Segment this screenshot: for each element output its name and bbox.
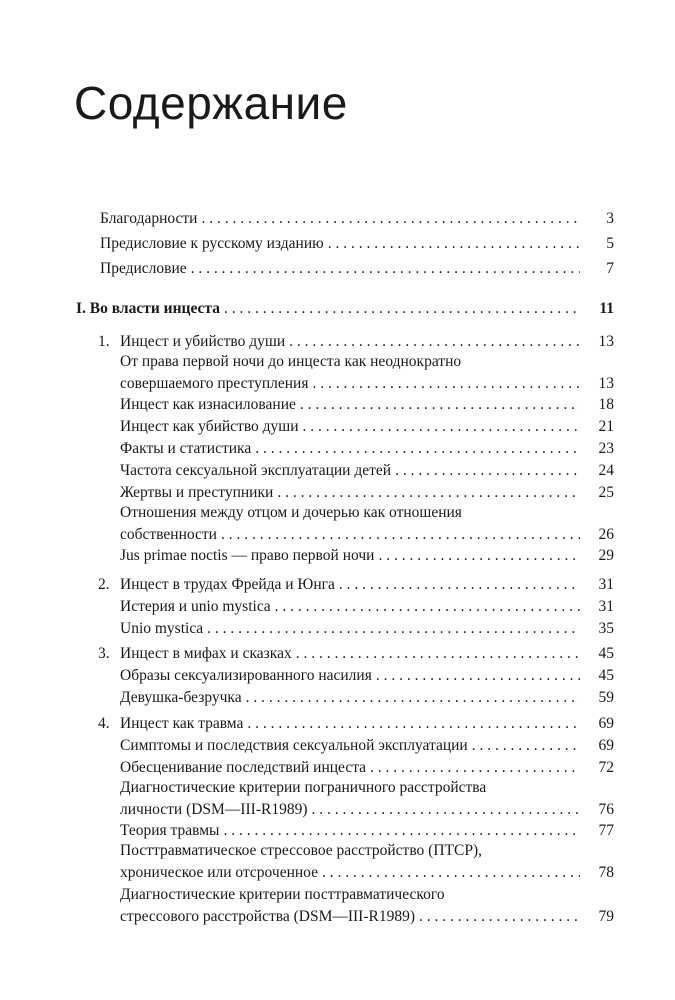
toc-entry-section[interactable]: [120, 618, 614, 640]
entry-page: 13: [598, 375, 614, 392]
entry-label: Обесценивание последствий инцеста: [120, 759, 367, 776]
page-title: Содержание: [74, 77, 348, 129]
entry-page: 35: [598, 620, 614, 637]
entry-label: личности (DSM—III-R1989): [120, 801, 308, 818]
entry-label: совершаемого преступления: [120, 375, 309, 392]
toc-entry-preface[interactable]: [100, 258, 614, 280]
entry-page: 21: [598, 418, 614, 435]
leader-dots: [277, 482, 580, 504]
leader-dots: [328, 233, 580, 255]
leader-dots: [419, 906, 580, 928]
entry-page: 59: [598, 689, 614, 706]
entry-page: 76: [598, 801, 614, 818]
entry-label-line1: Диагностические критерии пограничного расстройства: [120, 779, 487, 796]
entry-label: собственности: [120, 526, 217, 543]
entry-label: хроническое или отсроченное: [120, 864, 318, 881]
entry-label: Факты и статистика: [120, 440, 252, 457]
entry-label: Инцест как убийство души: [120, 418, 299, 435]
entry-label: Истерия и unio mystica: [120, 598, 271, 615]
chapter-number: 4.: [98, 715, 110, 732]
entry-page: 18: [598, 396, 614, 413]
entry-label: Инцест как травма: [120, 715, 244, 732]
leader-dots: [472, 735, 580, 757]
entry-page: 72: [598, 759, 614, 776]
entry-label: Инцест как изнасилование: [120, 396, 296, 413]
toc-entry-part-1[interactable]: [76, 298, 614, 320]
toc-entry-section[interactable]: [120, 596, 614, 618]
toc-entry-section[interactable]: [120, 884, 614, 928]
entry-page: 25: [598, 484, 614, 501]
leader-dots: [247, 713, 580, 735]
entry-label: Девушка-безручка: [120, 689, 242, 706]
entry-page: 26: [598, 526, 614, 543]
entry-page: 24: [598, 462, 614, 479]
toc-entry-preface-russian[interactable]: [100, 233, 614, 255]
leader-dots: [312, 373, 580, 395]
chapter-number: 3.: [98, 645, 110, 662]
entry-label: I. Во власти инцеста: [76, 300, 220, 317]
entry-label: Предисловие к русскому изданию: [100, 235, 324, 252]
toc-entry-section[interactable]: [120, 777, 614, 821]
leader-dots: [311, 799, 580, 821]
entry-page: 11: [599, 300, 614, 317]
leader-dots: [191, 258, 580, 280]
toc-entry-section[interactable]: [120, 665, 614, 687]
leader-dots: [207, 618, 580, 640]
leader-dots: [289, 331, 580, 353]
toc-entry-section[interactable]: [120, 820, 614, 842]
entry-label: Теория травмы: [120, 822, 220, 839]
leader-dots: [296, 643, 580, 665]
leader-dots: [201, 208, 580, 230]
entry-page: 13: [598, 333, 614, 350]
entry-label-line1: Посттравматическое стрессовое расстройство (ПТСР),: [120, 842, 482, 859]
entry-page: 79: [598, 908, 614, 925]
entry-page: 5: [606, 235, 614, 252]
entry-label: стрессового расстройства (DSM—III-R1989): [120, 908, 415, 925]
entry-label: Образы сексуализированного насилия: [120, 667, 372, 684]
leader-dots: [223, 820, 580, 842]
toc-entry-section[interactable]: [120, 438, 614, 460]
leader-dots: [378, 545, 580, 567]
entry-page: 29: [598, 547, 614, 564]
entry-page: 45: [598, 667, 614, 684]
entry-label: Благодарности: [100, 210, 198, 227]
entry-label: Симптомы и последствия сексуальной эксплуатации: [120, 737, 468, 754]
leader-dots: [370, 757, 580, 779]
entry-label: Предисловие: [100, 260, 187, 277]
chapter-number: 1.: [98, 333, 110, 350]
toc-entry-section[interactable]: [120, 687, 614, 709]
toc-entry-chapter-4[interactable]: [98, 713, 614, 735]
chapter-number: 2.: [98, 576, 110, 593]
toc-entry-section[interactable]: [120, 502, 614, 546]
leader-dots: [255, 438, 580, 460]
entry-page: 7: [606, 260, 614, 277]
entry-label: Unio mystica: [120, 620, 204, 637]
leader-dots: [221, 524, 580, 546]
entry-page: 23: [598, 440, 614, 457]
entry-label: Jus primae noctis — право первой ночи: [120, 547, 375, 564]
leader-dots: [339, 574, 580, 596]
leader-dots: [224, 298, 580, 320]
entry-label-line1: Диагностические критерии посттравматического: [120, 886, 445, 903]
entry-label: Частота сексуальной эксплуатации детей: [120, 462, 392, 479]
leader-dots: [395, 460, 580, 482]
toc-entry-chapter-2[interactable]: [98, 574, 614, 596]
leader-dots: [275, 596, 580, 618]
entry-label: Жертвы и преступники: [120, 484, 274, 501]
leader-dots: [246, 687, 580, 709]
toc-entry-chapter-1[interactable]: [98, 331, 614, 353]
toc-entry-acknowledgements[interactable]: [100, 208, 614, 230]
toc-entry-chapter-3[interactable]: [98, 643, 614, 665]
toc-entry-section[interactable]: [120, 351, 614, 395]
entry-label: Инцест в мифах и сказках: [120, 645, 292, 662]
entry-label: Инцест и убийство души: [120, 333, 286, 350]
toc-entry-section[interactable]: [120, 460, 614, 482]
entry-page: 78: [598, 864, 614, 881]
entry-page: 3: [606, 210, 614, 227]
leader-dots: [303, 416, 580, 438]
toc-entry-section[interactable]: [120, 735, 614, 757]
leader-dots: [376, 665, 580, 687]
entry-page: 31: [598, 598, 614, 615]
entry-page: 77: [598, 822, 614, 839]
toc-entry-section[interactable]: [120, 757, 614, 779]
entry-page: 69: [598, 737, 614, 754]
entry-label: Инцест в трудах Фрейда и Юнга: [120, 576, 335, 593]
entry-page: 69: [598, 715, 614, 732]
entry-label-line1: Отношения между отцом и дочерью как отношения: [120, 504, 462, 521]
leader-dots: [300, 394, 580, 416]
entry-page: 45: [598, 645, 614, 662]
entry-label-line1: От права первой ночи до инцеста как неоднократно: [120, 353, 462, 370]
toc-entry-section[interactable]: [120, 840, 614, 884]
leader-dots: [322, 862, 580, 884]
entry-page: 31: [598, 576, 614, 593]
toc-entry-section[interactable]: [120, 416, 614, 438]
toc-entry-section[interactable]: [120, 545, 614, 567]
toc-entry-section[interactable]: [120, 482, 614, 504]
toc-entry-section[interactable]: [120, 394, 614, 416]
